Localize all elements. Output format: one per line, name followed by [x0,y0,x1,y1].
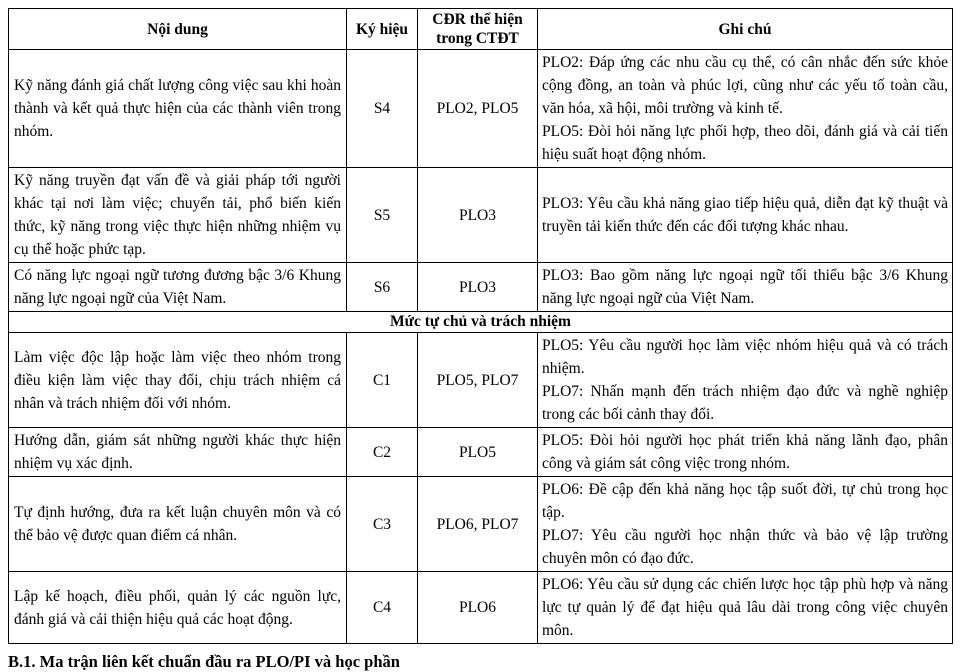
table-row [9,168,953,263]
notes-cell [538,333,953,428]
plo-cell: PLO3 [418,263,538,312]
section-header-row [9,312,953,333]
note-line: PLO6: Yêu cầu sử dụng các chiến lược học tập phù hợp và năng lực tự quản lý để đạt hiệu quả lâu dài trong công việc chuyên môn. [542,576,948,639]
document-page [0,8,961,671]
symbol-cell: C3 [347,477,418,572]
note-line: PLO6: Đề cập đến khả năng học tập suốt đời, tự chủ trong học tập. [542,481,948,521]
symbol-cell: C2 [347,428,418,477]
plo-cell: PLO6 [418,572,538,644]
notes-cell [538,572,953,644]
note-line: PLO7: Yêu cầu người học nhận thức và bảo vệ lập trường chuyên môn có đạo đức. [542,527,948,567]
symbol-cell: C1 [347,333,418,428]
content-cell: Làm việc độc lập hoặc làm việc theo nhóm trong điều kiện làm việc thay đổi, chịu trách nhiệm cá nhân và trách nhiệm đối với nhóm. [9,333,347,428]
content-cell: Hướng dẫn, giám sát những người khác thực hiện nhiệm vụ xác định. [9,428,347,477]
note-line: PLO5: Yêu cầu người học làm việc nhóm hiệu quả và có trách nhiệm. [542,337,948,377]
table-header-row [9,9,953,50]
plo-cell: PLO2, PLO5 [418,50,538,168]
content-cell: Kỹ năng truyền đạt vấn đề và giải pháp tới người khác tại nơi làm việc; chuyển tải, phổ biến kiến thức, kỹ năng trong việc thực hiện những nhiệm vụ cụ thể hoặc phức tạp. [9,168,347,263]
header-ky-hieu: Ký hiệu [347,9,418,50]
notes-cell [538,168,953,263]
note-line: PLO5: Đòi hỏi người học phát triển khả năng lãnh đạo, phân công và giám sát công việc trong nhóm. [542,432,948,472]
notes-cell [538,263,953,312]
table-row [9,50,953,168]
notes-cell [538,50,953,168]
plo-cell: PLO5 [418,428,538,477]
symbol-cell: S6 [347,263,418,312]
content-cell: Kỹ năng đánh giá chất lượng công việc sau khi hoàn thành và kết quả thực hiện của các thành viên trong nhóm. [9,50,347,168]
plo-cell: PLO5, PLO7 [418,333,538,428]
content-cell: Lập kế hoạch, điều phối, quản lý các nguồn lực, đánh giá và cải thiện hiệu quả các hoạt động. [9,572,347,644]
section-header-cell: Mức tự chủ và trách nhiệm [9,312,953,333]
note-line: PLO3: Yêu cầu khả năng giao tiếp hiệu quả, diễn đạt kỹ thuật và truyền tải kiến thức đến các đối tượng khác nhau. [542,195,948,235]
table-row [9,428,953,477]
header-cdr-ctdt: CĐR thể hiện trong CTĐT [418,9,538,50]
content-cell: Tự định hướng, đưa ra kết luận chuyên môn và có thể bảo vệ được quan điểm cá nhân. [9,477,347,572]
table-row [9,333,953,428]
plo-cell: PLO6, PLO7 [418,477,538,572]
note-line: PLO3: Bao gồm năng lực ngoại ngữ tối thiểu bậc 3/6 Khung năng lực ngoại ngữ của Việt Nam. [542,267,948,307]
content-cell: Có năng lực ngoại ngữ tương đương bậc 3/6 Khung năng lực ngoại ngữ của Việt Nam. [9,263,347,312]
note-line: PLO5: Đòi hỏi năng lực phối hợp, theo dõi, đánh giá và cải tiến hiệu suất hoạt động nhóm. [542,123,948,163]
header-noi-dung: Nội dung [9,9,347,50]
note-line: PLO7: Nhấn mạnh đến trách nhiệm đạo đức và nghề nghiệp trong các bối cảnh thay đổi. [542,383,948,423]
table-row [9,477,953,572]
symbol-cell: S4 [347,50,418,168]
note-line: PLO2: Đáp ứng các nhu cầu cụ thể, có cân nhắc đến sức khỏe cộng đồng, an toàn và phúc lợi, cũng như các yếu tố toàn cầu, văn hóa, xã hội, môi trường và kinh tế. [542,54,948,117]
table-row [9,263,953,312]
table-row [9,572,953,644]
plo-cell: PLO3 [418,168,538,263]
section-title-b1: B.1. Ma trận liên kết chuẩn đầu ra PLO/PI và học phần [8,652,400,671]
notes-cell [538,477,953,572]
header-ghi-chu: Ghi chú [538,9,953,50]
symbol-cell: C4 [347,572,418,644]
plo-outcomes-table [8,8,953,644]
symbol-cell: S5 [347,168,418,263]
notes-cell [538,428,953,477]
